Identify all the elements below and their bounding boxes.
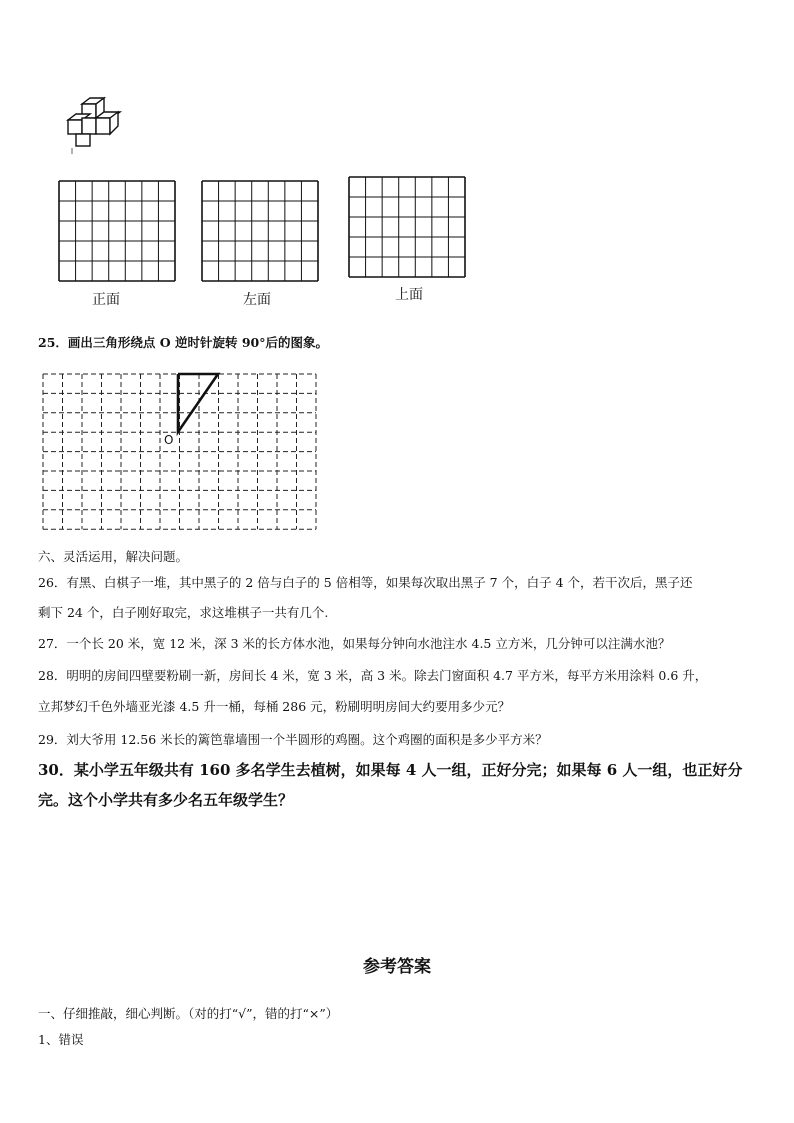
top-view-grid[interactable] xyxy=(348,176,468,280)
front-view-label: 正面 xyxy=(92,292,120,308)
answers-item-1: 1、错误 xyxy=(38,1032,84,1047)
answers-title: 参考答案 xyxy=(363,957,431,977)
question-30-line2: 完。这个小学共有多少名五年级学生？ xyxy=(38,791,294,809)
rotation-grid[interactable] xyxy=(40,370,318,530)
question-28-line2: 立邦梦幻千色外墙亚光漆 4.5 升一桶，每桶 286 元，粉刷明明房间大约要用多少元？ xyxy=(38,699,511,714)
answers-section-1: 一、仔细推敲，细心判断。（对的打“√”，错的打“×”） xyxy=(38,1006,339,1021)
top-view-label: 上面 xyxy=(395,287,423,303)
question-25: 25．画出三角形绕点 O 逆时针旋转 90°后的图象。 xyxy=(38,335,328,350)
cube-figure xyxy=(56,96,128,158)
left-view-label: 左面 xyxy=(243,292,271,308)
triangle-shape xyxy=(178,374,218,432)
left-view-grid[interactable] xyxy=(201,180,321,284)
front-view-grid[interactable] xyxy=(58,180,178,284)
question-28-line1: 28．明明的房间四壁要粉刷一新，房间长 4 米，宽 3 米，高 3 米。除去门窗面积 4.7 平方米，每平方米用涂料 0.6 升， xyxy=(38,668,708,683)
section-6-heading: 六、灵活运用，解决问题。 xyxy=(38,549,189,564)
question-27: 27．一个长 20 米，宽 12 米，深 3 米的长方体水池，如果每分钟向水池注水 4.5 立方米，几分钟可以注满水池？ xyxy=(38,636,671,651)
question-26-line2: 剩下 24 个，白子刚好取完，求这堆棋子一共有几个. xyxy=(38,605,329,620)
point-o-label: O xyxy=(164,433,174,447)
question-29: 29．刘大爷用 12.56 米长的篱笆靠墙围一个半圆形的鸡圈。这个鸡圈的面积是多少平方米？ xyxy=(38,732,548,747)
question-30-line1: 30．某小学五年级共有 160 多名学生去植树，如果每 4 人一组，正好分完；如果每 6 人一组，也正好分 xyxy=(38,761,743,779)
question-26-line1: 26．有黑、白棋子一堆，其中黑子的 2 倍与白子的 5 倍相等，如果每次取出黑子 7 个，白子 4 个，若干次后，黑子还 xyxy=(38,575,693,590)
